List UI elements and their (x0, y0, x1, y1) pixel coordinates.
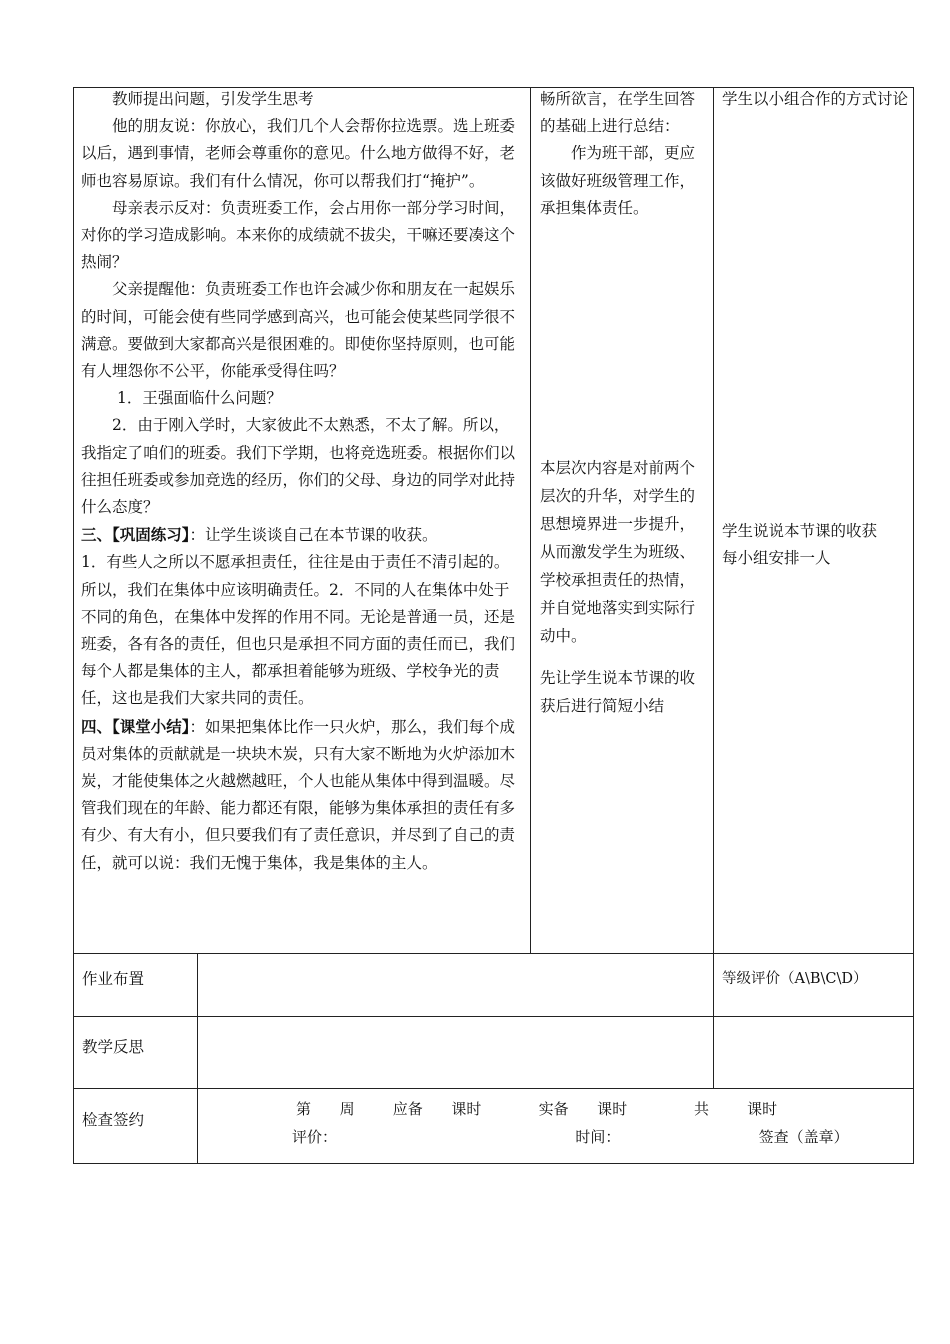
friend-paragraph: 他的朋友说：你放心，我们几个人会帮你拉选票。选上班委以后，遇到事情，老师会尊重你的意见。什么地方做得不好，老师也容易原谅。我们有什么情况，你可以帮我们打“掩护”。 (81, 117, 516, 190)
teaching-content-cell (81, 86, 524, 877)
intent-paragraph-4: 先让学生说本节课的收获后进行简短小结 (540, 669, 696, 715)
check-line-2: 评价： 时间： 签查（盖章） (292, 1128, 849, 1146)
section-3-heading: 三、【巩固练习】 (81, 525, 190, 545)
intent-paragraph-3: 本层次内容是对前两个层次的升华，对学生的思想境界进一步提升，从而激发学生为班级、学校承担责任的热情，并自觉地落实到实际行动中。 (540, 459, 696, 645)
section-3-body: 1．有些人之所以不愿承担责任，往往是由于责任不清引起的。所以，我们在集体中应该明确责任。2．不同的人在集体中处于不同的角色，在集体中发挥的作用不同。无论是普通一员，还是班委，各有各的责任，但也只是承担不同方面的责任而已，我们每个人都是集体的主人，都承担着能够为班级、学校争光的责任，这也是我们大家共同的责任。 (81, 553, 516, 708)
check-label: 检查签约 (82, 1111, 145, 1129)
table-border-left (73, 87, 74, 1164)
father-paragraph: 父亲提醒他：负责班委工作也许会减少你和朋友在一起娱乐的时间，可能会使有些同学感到高兴，也可能会使某些同学很不满意。要做到大家都高兴是很困难的。即使你坚持原则，也可能有人埋怨你不公平，你能承受得住吗？ (81, 280, 516, 381)
section-3-intro: ：让学生谈谈自己在本节课的收获。 (189, 526, 438, 545)
row-divider-3 (73, 1088, 914, 1089)
homework-label: 作业布置 (82, 970, 145, 988)
activity-block-2 (722, 518, 908, 572)
section-4-heading: 四、【课堂小结】 (81, 716, 190, 736)
intro-text: 教师提出问题，引发学生思考 (112, 90, 314, 108)
section-4 (81, 713, 524, 877)
activity-paragraph-1: 学生以小组合作的方式讨论 (722, 90, 909, 108)
question-1: 1．王强面临什么问题？ (117, 389, 282, 408)
row-divider-1 (73, 953, 914, 954)
student-activity-cell (722, 86, 908, 113)
activity-paragraph-3: 每小组安排一人 (722, 549, 831, 568)
grade-label: 等级评价（A\B\C\D） (722, 971, 868, 987)
intent-paragraph-1: 畅所欲言，在学生回答的基础上进行总结： (540, 90, 696, 136)
table-border-right (913, 87, 914, 1164)
table-border-bottom (73, 1163, 914, 1164)
activity-paragraph-2: 学生说说本节课的收获 (722, 522, 878, 540)
intent-block-2 (540, 454, 708, 720)
mother-paragraph: 母亲表示反对：负责班委工作，会占用你一部分学习时间，对你的学习造成影响。本来你的成绩就不拔尖，干嘛还要凑这个热闹？ (81, 198, 516, 272)
column-divider-1 (530, 87, 531, 953)
intent-paragraph-2: 作为班干部，更应该做好班级管理工作，承担集体责任。 (540, 144, 696, 217)
check-line-1: 第 周 应备 课时 实备 课时 共 课时 (296, 1100, 778, 1118)
column-divider-2 (713, 87, 714, 1089)
row-divider-2 (73, 1016, 914, 1017)
design-intent-cell (540, 86, 708, 222)
section-4-body: ：如果把集体比作一只火炉，那么，我们每个成员对集体的贡献就是一块块木炭，只有大家不断地为火炉添加木炭，才能使集体之火越燃越旺，个人也能从集体中得到温暖。尽管我们现在的年龄、能力都还有限，能够为集体承担的责任有多有少、有大有小，但只要我们有了责任意识，并尽到了自己的责任，就可以说：我们无愧于集体，我是集体的主人。 (81, 717, 516, 872)
question-2: 2．由于刚入学时，大家彼此不太熟悉，不太了解。所以，我指定了咱们的班委。我们下学期，也将竞选班委。根据你们以往担任班委或参加竞选的经历，你们的父母、身边的同学对此持什么态度？ (81, 416, 516, 517)
reflection-label: 教学反思 (82, 1038, 145, 1056)
section-3 (81, 521, 524, 549)
label-column-divider (197, 953, 198, 1164)
